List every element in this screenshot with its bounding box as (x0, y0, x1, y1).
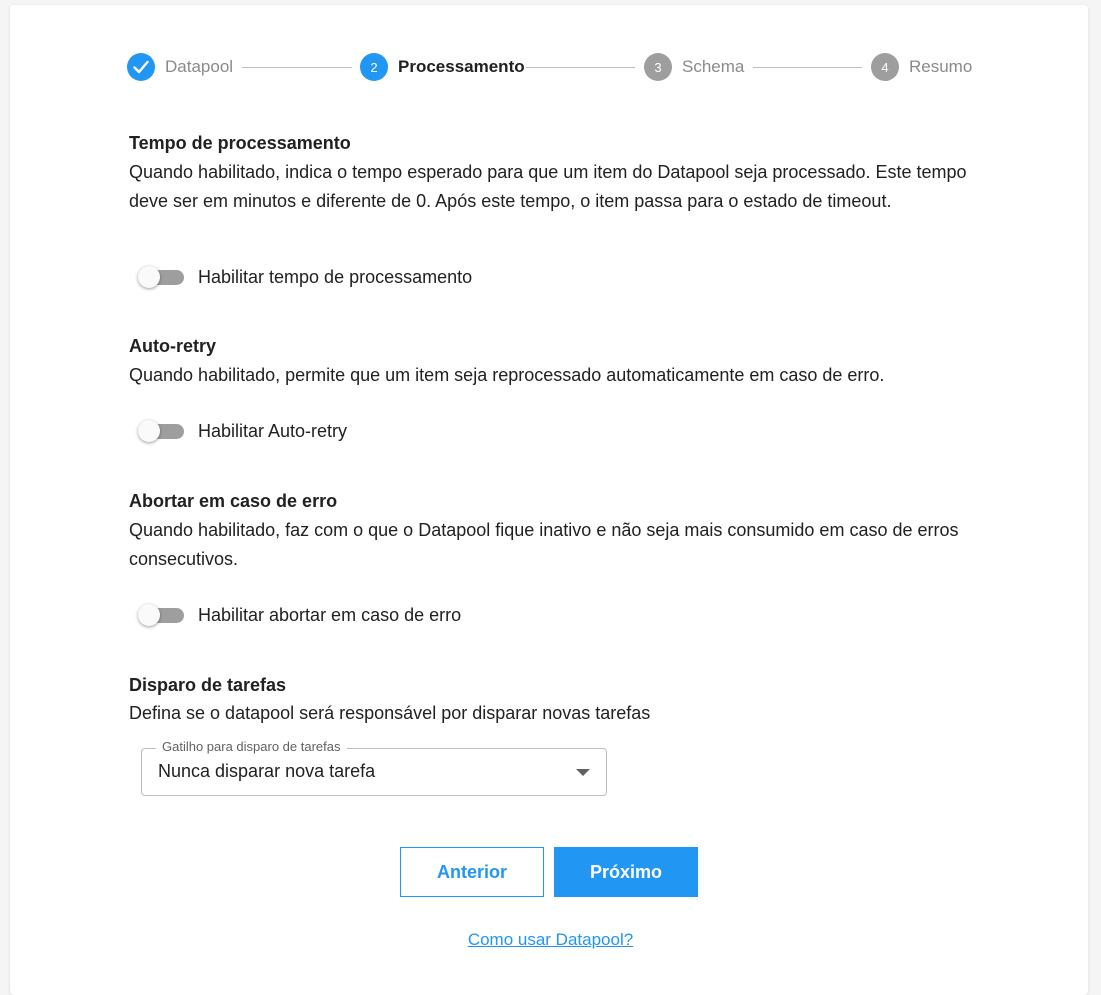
switch-thumb (138, 266, 160, 288)
switch-thumb (138, 604, 160, 626)
processing-time-toggle-row[interactable] (138, 263, 472, 291)
auto-retry-toggle-label: Habilitar Auto-retry (198, 420, 348, 441)
abort-on-error-title: Abortar em caso de erro (129, 491, 338, 511)
abort-on-error-toggle-label: Habilitar abortar em caso de erro (198, 604, 462, 625)
chevron-down-icon[interactable] (576, 769, 590, 776)
abort-on-error-toggle-row[interactable] (138, 601, 461, 629)
task-trigger-description: Defina se o datapool será responsável por disparar novas tarefas (129, 703, 651, 723)
switch-thumb (138, 420, 160, 442)
auto-retry-toggle-row[interactable] (138, 417, 347, 445)
processing-time-toggle-label: Habilitar tempo de processamento (198, 266, 473, 287)
check-icon (127, 53, 155, 81)
step-processamento[interactable] (360, 53, 525, 81)
step-connector (753, 67, 862, 68)
processing-time-title: Tempo de processamento (129, 133, 351, 153)
processing-time-switch[interactable] (138, 263, 184, 291)
auto-retry-description: Quando habilitado, permite que um item seja reprocessado automaticamente em caso de erro. (129, 365, 885, 385)
step-resumo[interactable] (871, 53, 972, 81)
step-label: Resumo (909, 57, 973, 76)
processing-time-description: Quando habilitado, indica o tempo esperado para que um item do Datapool seja processado. Este tempo deve ser em minutos e diferente de 0. Após este tempo, o item passa para o estado de timeout. (129, 162, 967, 211)
task-trigger-select-label: Gatilho para disparo de tarefas (156, 739, 347, 754)
abort-on-error-description: Quando habilitado, faz com o que o Datapool fique inativo e não seja mais consumido em caso de erros consecutivos. (129, 520, 959, 569)
next-button[interactable]: Próximo (554, 847, 698, 897)
step-number: 2 (360, 53, 388, 81)
step-schema[interactable] (644, 53, 744, 81)
task-trigger-select[interactable] (141, 739, 607, 796)
step-connector (526, 67, 635, 68)
help-link[interactable]: Como usar Datapool? (467, 930, 634, 949)
step-label: Processamento (398, 57, 525, 76)
step-label: Schema (682, 57, 745, 76)
auto-retry-switch[interactable] (138, 417, 184, 445)
auto-retry-title: Auto-retry (129, 336, 217, 356)
step-datapool[interactable] (127, 53, 233, 81)
step-connector (242, 67, 352, 68)
abort-on-error-switch[interactable] (138, 601, 184, 629)
task-trigger-title: Disparo de tarefas (129, 675, 287, 695)
step-label: Datapool (165, 57, 234, 76)
step-number: 3 (644, 53, 672, 81)
task-trigger-select-value: Nunca disparar nova tarefa (158, 761, 376, 781)
step-number: 4 (871, 53, 899, 81)
previous-button[interactable]: Anterior (400, 847, 544, 897)
